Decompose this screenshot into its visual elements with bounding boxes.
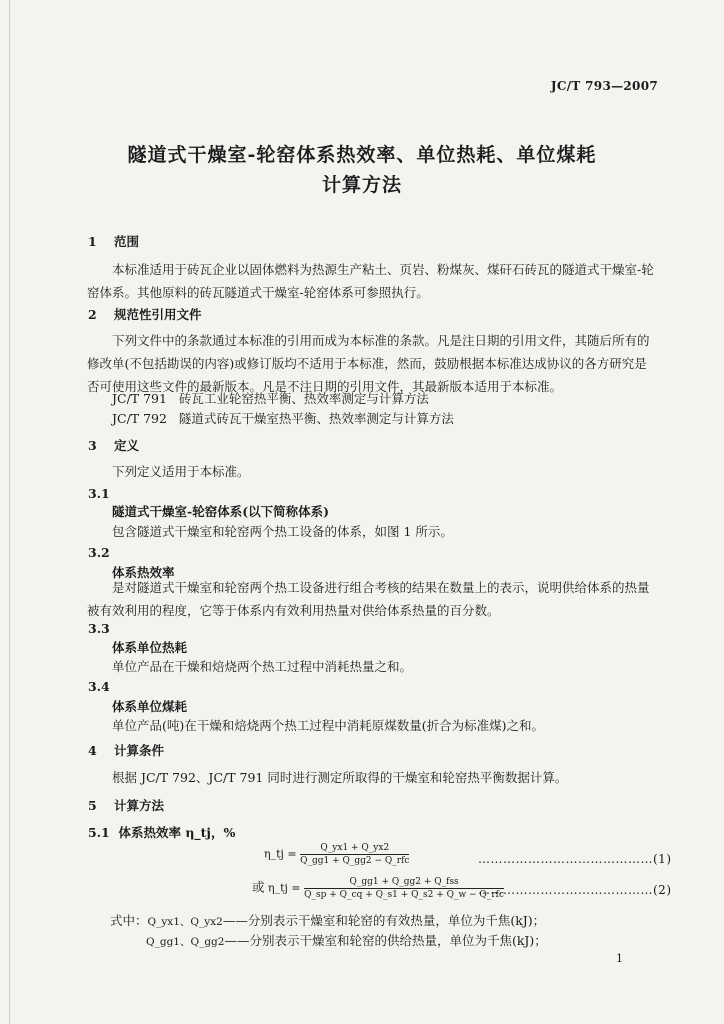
section-title: 定义 <box>114 438 140 453</box>
section-2-text: 下列文件中的条款通过本标准的引用而成为本标准的条款。凡是注日期的引用文件，其随后所有的修改单(不包括勘误的内容)或修订版均不适用于本标准，然而，鼓励根据本标准达成协议的各方研究是否可使用这些文件的最新版本。凡是不注日期的引用文件，其最新版本适用于本标准。 <box>87 333 650 394</box>
section-number: 5 <box>88 798 97 813</box>
equation-2 <box>252 877 504 900</box>
term-definition: 是对隧道式干燥室和轮窑两个热工设备进行组合考核的结果在数量上的表示，说明供给体系的热量被有效利用的程度，它等于体系内有效利用热量对供给体系热量的百分数。 <box>87 580 650 618</box>
variable-description: ——分别表示干燥室和轮窑的有效热量，单位为千焦(kJ)； <box>222 913 546 928</box>
equation-fraction <box>300 843 409 866</box>
section-number: 2 <box>88 307 97 322</box>
variable-symbol: Q_gg1、Q_gg2 <box>146 936 225 948</box>
term-title: 体系热效率 <box>112 565 175 580</box>
clause-number: 3.4 <box>88 679 110 694</box>
equation-prefix: 或 <box>252 879 265 895</box>
reference-name: 砖瓦工业轮窑热平衡、热效率测定与计算方法 <box>178 391 429 406</box>
fraction-denominator: Q_gg1 + Q_gg2 − Q_rfc <box>300 856 410 866</box>
section-title: 规范性引用文件 <box>114 307 202 322</box>
section-number: 4 <box>88 743 97 758</box>
equation-fraction <box>304 877 504 900</box>
reference-code: JC/T 791 <box>112 391 167 406</box>
variable-symbol: Q_yx1、Q_yx2 <box>147 916 223 928</box>
clause-title: 体系热效率 η_tj，% <box>118 825 236 840</box>
section-title: 计算方法 <box>114 798 165 813</box>
section-number: 1 <box>88 234 97 249</box>
clause-5-1-heading <box>88 823 235 841</box>
clause-number: 5.1 <box>88 825 110 840</box>
variable-description: ——分别表示干燥室和轮窑的供给热量，单位为千焦(kJ)； <box>224 933 547 948</box>
term-title: 体系单位热耗 <box>112 640 188 655</box>
variable-definition <box>146 931 547 949</box>
term-definition: 单位产品在干燥和焙烧两个热工过程中消耗热量之和。 <box>112 659 413 674</box>
variable-definition <box>110 911 545 929</box>
equation-lhs: η_tj = <box>268 881 301 895</box>
term-definition: 单位产品(吨)在干燥和焙烧两个热工过程中消耗原煤数量(折合为标准煤)之和。 <box>112 718 545 733</box>
equation-1 <box>264 843 409 866</box>
section-1-heading <box>88 232 139 250</box>
where-label: 式中： <box>110 913 148 928</box>
clause-number: 3.2 <box>88 545 110 560</box>
term-title: 隧道式干燥室-轮窑体系(以下简称体系) <box>112 504 330 519</box>
fraction-denominator: Q_sp + Q_cq + Q_s1 + Q_s2 + Q_w − Q_rfc <box>304 890 504 900</box>
equation-1-number: ……………………………………(1) <box>478 852 672 866</box>
normative-reference <box>112 389 429 407</box>
clause-number: 3.3 <box>88 621 110 636</box>
doc-title-line1: 隧道式干燥室-轮窑体系热效率、单位热耗、单位煤耗 <box>127 144 597 166</box>
section-5-heading <box>88 796 164 814</box>
doc-title-line2: 计算方法 <box>321 174 402 196</box>
section-3-intro: 下列定义适用于本标准。 <box>112 464 250 479</box>
section-title: 计算条件 <box>114 743 165 758</box>
fraction-numerator: Q_gg1 + Q_gg2 + Q_fss <box>304 877 504 889</box>
equation-2-number: ……………………………………(2) <box>478 883 672 897</box>
section-4-heading <box>88 741 164 759</box>
reference-code: JC/T 792 <box>112 411 167 426</box>
reference-name: 隧道式砖瓦干燥室热平衡、热效率测定与计算方法 <box>178 411 454 426</box>
normative-reference <box>112 409 454 427</box>
equation-lhs: η_tj = <box>264 847 297 861</box>
term-title: 体系单位煤耗 <box>112 699 188 714</box>
fraction-numerator: Q_yx1 + Q_yx2 <box>300 843 409 855</box>
section-2-heading <box>88 305 202 323</box>
term-definition: 包含隧道式干燥室和轮窑两个热工设备的体系，如图 1 所示。 <box>112 524 453 539</box>
section-title: 范围 <box>114 234 140 249</box>
clause-number: 3.1 <box>88 486 110 501</box>
section-3-heading <box>88 436 139 454</box>
section-4-text: 根据 JC/T 792、JC/T 791 同时进行测定所取得的干燥室和轮窑热平衡数据计算。 <box>112 770 568 785</box>
standard-code: JC/T 793—2007 <box>550 79 658 93</box>
page-number: 1 <box>616 952 623 965</box>
section-number: 3 <box>88 438 97 453</box>
section-1-text: 本标准适用于砖瓦企业以固体燃料为热源生产粘土、页岩、粉煤灰、煤矸石砖瓦的隧道式干燥室-轮窑体系。其他原料的砖瓦隧道式干燥室-轮窑体系可参照执行。 <box>87 262 654 300</box>
